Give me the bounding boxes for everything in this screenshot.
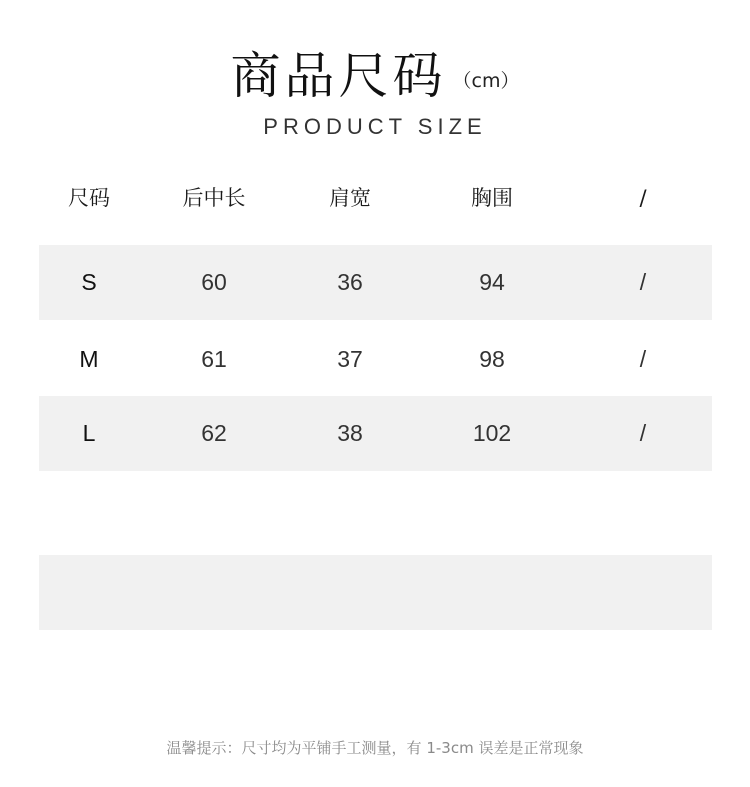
column-header-shoulder: 肩宽 (329, 186, 371, 210)
back-length-cell: 60 (201, 269, 227, 295)
title-block (0, 36, 750, 108)
table-row (39, 245, 712, 320)
shoulder-cell: 38 (337, 420, 363, 446)
table-row (39, 396, 712, 471)
empty-table-row (39, 474, 712, 549)
extra-cell: / (639, 420, 647, 446)
empty-table-row (39, 555, 712, 630)
back-length-cell: 61 (201, 346, 227, 372)
page-title: 商品尺码 (230, 47, 447, 105)
size-cell: S (81, 269, 97, 295)
size-cell: M (79, 346, 99, 372)
chest-cell: 98 (479, 346, 505, 372)
size-cell: L (82, 420, 96, 446)
column-header-back-length: 后中长 (182, 186, 246, 210)
table-header-row (39, 161, 712, 236)
unit-label: （cm） (452, 70, 520, 92)
page-subtitle: PRODUCT SIZE (263, 114, 487, 139)
shoulder-cell: 36 (337, 269, 363, 295)
back-length-cell: 62 (201, 420, 227, 446)
measurement-note: 温馨提示：尺寸均为平铺手工测量，有 1-3cm 误差是正常现象 (166, 739, 584, 757)
column-header-chest: 胸围 (471, 186, 513, 210)
extra-cell: / (639, 269, 647, 295)
chest-cell: 102 (472, 420, 512, 446)
shoulder-cell: 37 (337, 346, 363, 372)
column-header-extra: / (639, 186, 647, 210)
extra-cell: / (639, 346, 647, 372)
chest-cell: 94 (479, 269, 505, 295)
table-row (39, 322, 712, 397)
column-header-size: 尺码 (68, 186, 110, 210)
